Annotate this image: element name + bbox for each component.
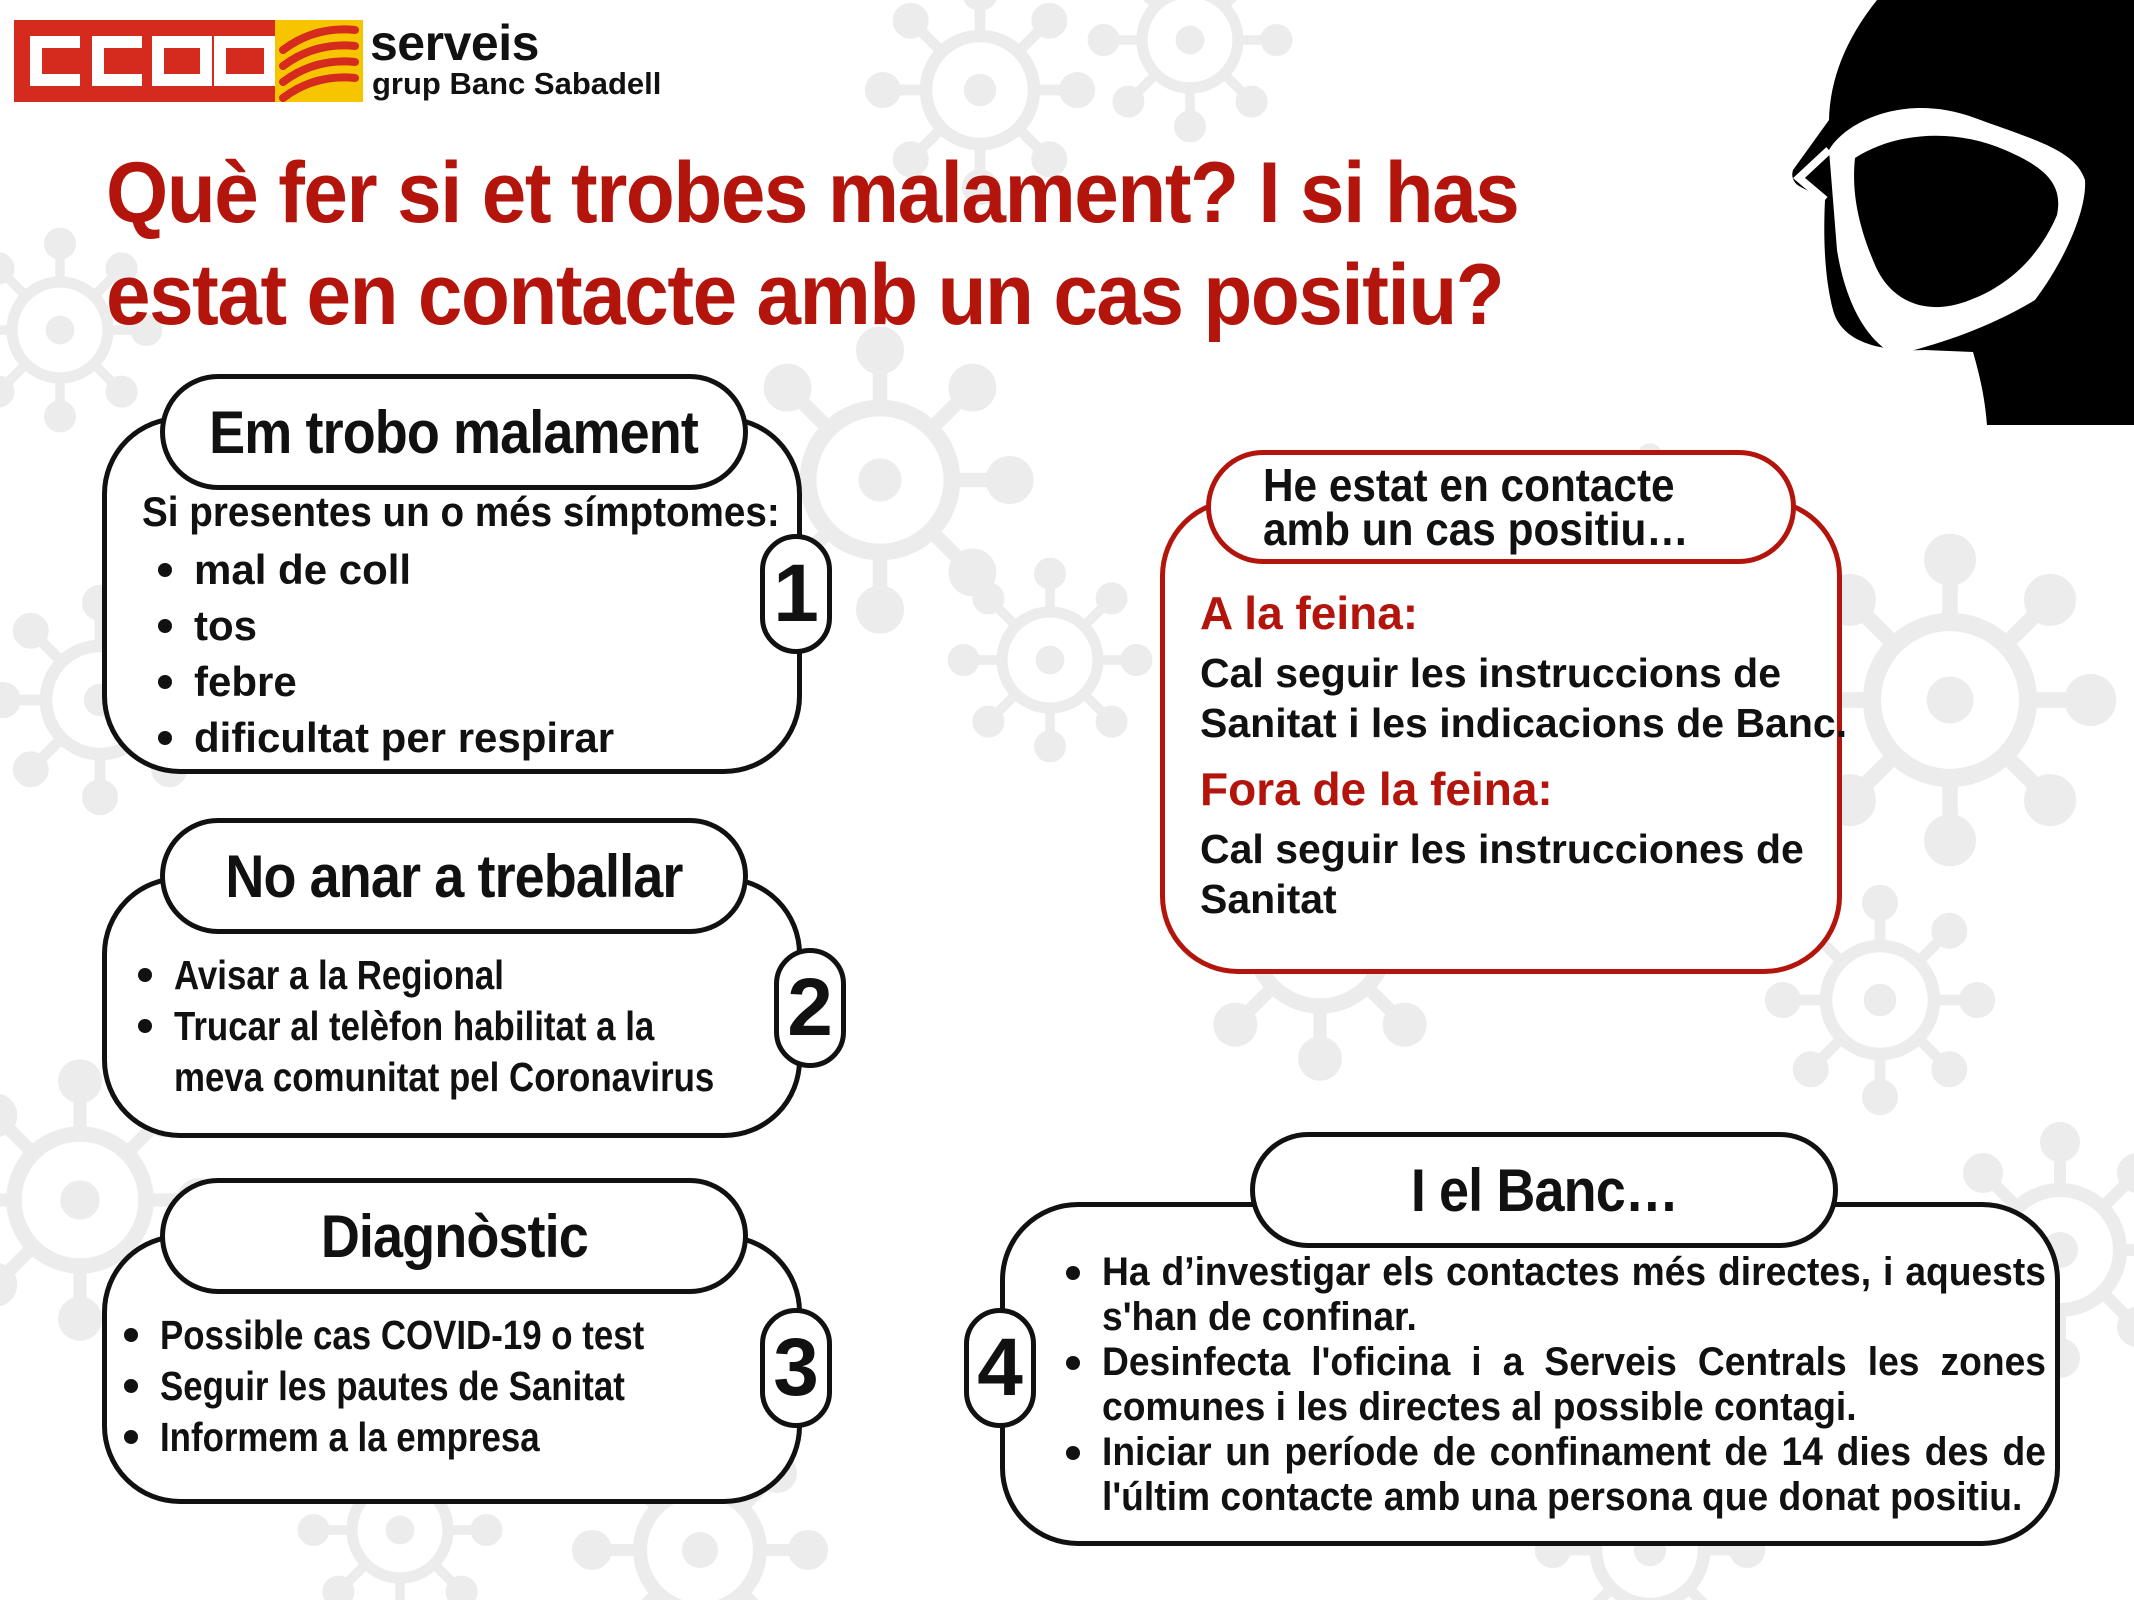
contact-heading-line-2: amb un cas positiu… <box>1263 503 1689 555</box>
heading-no-anar-a-treballar: No anar a treballar <box>225 842 683 910</box>
off-work-label: Fora de la feina: <box>1200 763 1553 815</box>
bank-actions-list <box>1060 1250 2045 1520</box>
heading-i-el-banc: I el Banc… <box>1410 1156 1678 1224</box>
pill-contacte-cas-positiu <box>1206 450 1796 564</box>
list-item: Avisar a la Regional <box>132 950 810 1001</box>
list-item: Informem a la empresa <box>118 1412 730 1463</box>
list-item: tos <box>152 598 614 654</box>
list-item: Iniciar un període de confinament de 14 dies des de l'últim contacte amb una persona que donat positiu. <box>1060 1430 2045 1520</box>
list-item: Trucar al telèfon habilitat a la <box>132 1001 810 1052</box>
step-number-1: 1 <box>760 534 832 654</box>
list-item: Seguir les pautes de Sanitat <box>118 1361 730 1412</box>
work-actions-list <box>132 950 810 1103</box>
page-title <box>106 142 1687 346</box>
symptoms-list <box>152 542 614 766</box>
step-number-3: 3 <box>760 1308 832 1428</box>
pill-no-anar-a-treballar <box>160 818 748 934</box>
catalan-flag-icon <box>275 20 363 102</box>
list-item: mal de coll <box>152 542 614 598</box>
pill-diagnostic <box>160 1178 748 1294</box>
off-work-text-2: Sanitat <box>1200 876 1337 922</box>
list-item: febre <box>152 654 614 710</box>
heading-diagnostic: Diagnòstic <box>320 1202 588 1270</box>
head-with-mask-icon <box>1785 0 2134 425</box>
list-item: dificultat per respirar <box>152 710 614 766</box>
work-text-1: Cal seguir les instruccions de <box>1200 650 1782 696</box>
symptoms-intro: Si presentes un o més símptomes: <box>142 488 780 535</box>
list-item: Possible cas COVID-19 o test <box>118 1310 730 1361</box>
title-line-2: estat en contacte amb un cas positiu? <box>106 247 1504 343</box>
brand-name: serveis <box>370 15 539 71</box>
list-item: Ha d’investigar els contactes més directes, i aquests s'han de confinar. <box>1060 1250 2045 1340</box>
pill-i-el-banc <box>1250 1132 1838 1248</box>
brand-subtitle: grup Banc Sabadell <box>372 66 662 101</box>
work-label: A la feina: <box>1200 587 1419 639</box>
step-number-4: 4 <box>964 1308 1036 1428</box>
title-line-1: Què fer si et trobes malament? I si has <box>106 145 1519 241</box>
step-number-2: 2 <box>774 948 846 1068</box>
heading-em-trobo-malament: Em trobo malament <box>209 398 699 466</box>
list-item-continued: meva comunitat pel Coronavirus <box>174 1054 715 1100</box>
off-work-text-1: Cal seguir les instrucciones de <box>1200 826 1804 872</box>
diagnosis-list <box>118 1310 730 1463</box>
list-item: Desinfecta l'oficina i a Serveis Centrals les zones comunes i les directes al possible contagi. <box>1060 1340 2045 1430</box>
contact-heading-line-1: He estat en contacte <box>1263 459 1675 511</box>
ccoo-logo-letters <box>14 20 286 102</box>
work-text-2: Sanitat i les indicacions de Banc. <box>1200 700 1848 746</box>
pill-em-trobo-malament <box>160 374 748 490</box>
